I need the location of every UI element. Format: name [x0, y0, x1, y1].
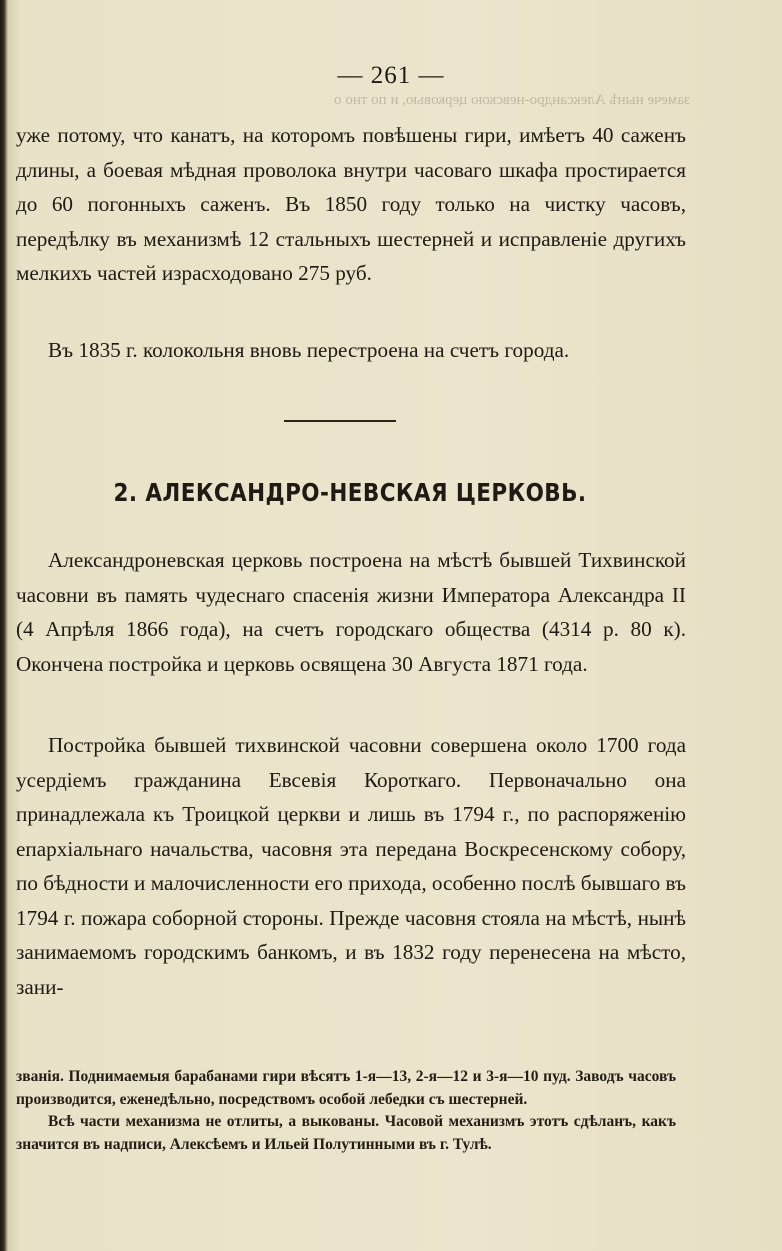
- paragraph-text: уже потому, что канатъ, на которомъ повѣшены гири, имѣетъ 40 саженъ длины, а боевая мѣдная проволока внутри часоваго шкафа простирается до 60 погонныхъ саженъ. Въ 1850 году только на чистку часовъ, передѣлку въ механизмѣ 12 стальныхъ шестерней и исправленіе другихъ мелкихъ частей израсходовано 275 руб.: [16, 123, 686, 285]
- footnote-2: Всѣ части механизма не отлиты, а выкованы. Часовой механизмъ этотъ сдѣланъ, какъ значится въ надписи, Алексѣемъ и Ильей Полутинными въ г. Тулѣ.: [16, 1113, 676, 1153]
- bleed-through-text: замече нынѣ Александро-невскою церковью, и по тно о: [334, 92, 690, 108]
- page-number: — 261 —: [337, 62, 445, 89]
- paragraph-text: Александроневская церковь построена на мѣстѣ бывшей Тихвинской часовни въ память чудеснаго спасенія жизни Императора Александра II (4 Апрѣля 1866 года), на счетъ городскаго общества (4314 р. 80 к). Окончена постройка и церковь освящена 30 Августа 1871 года.: [16, 548, 686, 676]
- paragraph-text: Постройка бывшей тихвинской часовни совершена около 1700 года усердіемъ гражданина Евсевія Короткаго. Первоначально она принадлежала къ Троицкой церкви и лишь въ 1794 г., по распоряженію епархіальнаго начальства, часовня эта передана Воскресенскому собору, по бѣдности и малочисленности его прихода, особенно послѣ бывшаго въ 1794 г. пожара соборной стороны. Прежде часовня стояла на мѣстѣ, нынѣ занимаемомъ городскимъ банкомъ, и въ 1832 году перенесена на мѣсто, зани-: [16, 733, 686, 999]
- paragraph-top-1: [16, 118, 686, 291]
- paragraph-top-2: [16, 333, 686, 368]
- section-heading: 2. АЛЕКСАНДРО-НЕВСКАЯ ЦЕРКОВЬ.: [113, 478, 587, 507]
- section-divider: [284, 420, 396, 422]
- paragraph-bottom-2: [16, 728, 686, 1004]
- paragraph-text: Въ 1835 г. колокольня вновь перестроена на счетъ города.: [48, 338, 570, 362]
- footnote-1: званія. Поднимаемыя барабанами гири вѣсятъ 1-я—13, 2-я—12 и 3-я—10 пуд. Заводъ часовъ производится, еженедѣльно, посредствомъ особой лебедки съ шестерней.: [16, 1068, 676, 1108]
- footnotes: [16, 1066, 676, 1156]
- paragraph-bottom-1: [16, 543, 686, 681]
